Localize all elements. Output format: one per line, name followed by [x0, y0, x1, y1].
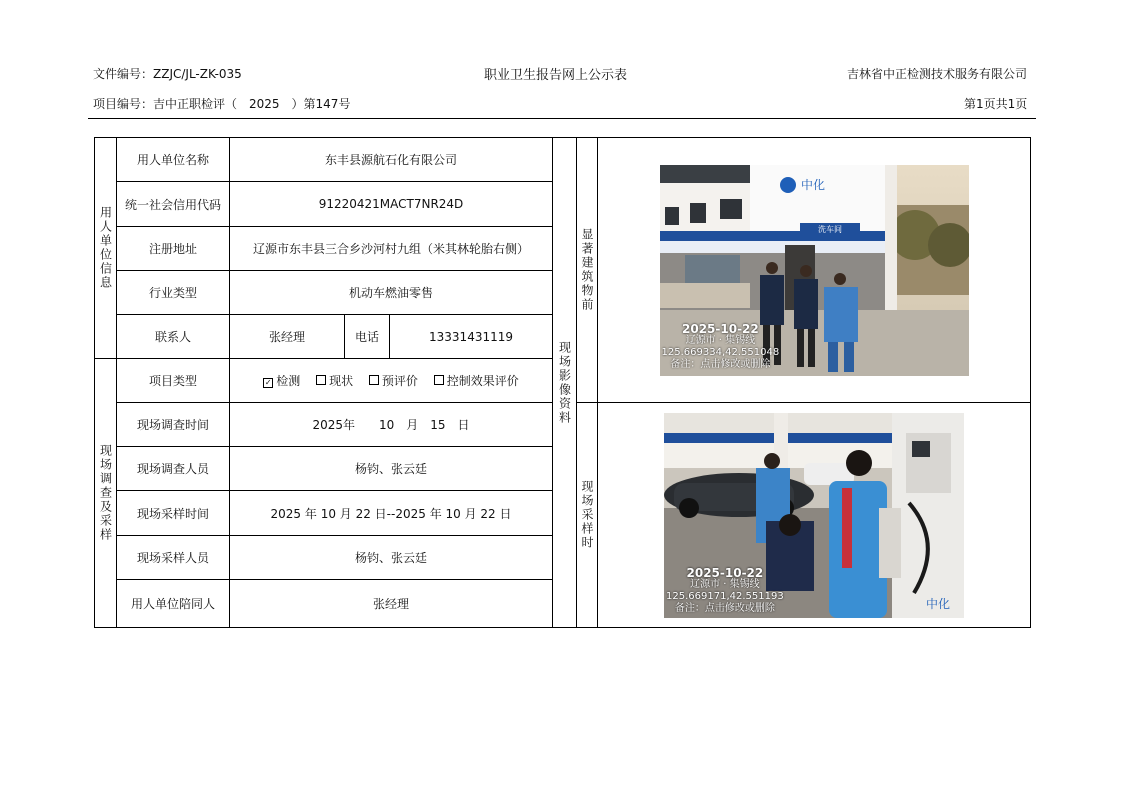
survey-staff-value: 杨钧、张云廷 [230, 447, 553, 491]
sampling-staff-value: 杨钧、张云廷 [230, 536, 553, 580]
employer-name-label: 用人单位名称 [117, 138, 230, 182]
project-type-options [230, 359, 553, 403]
page-number: 第1页共1页 [964, 97, 1028, 111]
sampling-time-value: 2025 年 10 月 22 日--2025 年 10 月 22 日 [230, 491, 553, 536]
sampling-time-label: 现场采样时间 [117, 491, 230, 536]
address-value: 辽源市东丰县三合乡沙河村九组（米其林轮胎右侧） [230, 227, 553, 271]
credit-code-value: 91220421MACT7NR24D [230, 182, 553, 227]
building-photo [660, 165, 969, 376]
escort-value: 张经理 [230, 580, 553, 628]
industry-value: 机动车燃油零售 [230, 271, 553, 315]
industry-label: 行业类型 [117, 271, 230, 315]
sampling-photo [664, 413, 964, 618]
checkbox-checked-icon: ✓ [264, 378, 272, 387]
phone-label: 电话 [345, 315, 390, 359]
phone-value: 13331431119 [390, 315, 553, 359]
employer-name-value: 东丰县源航石化有限公司 [230, 138, 553, 182]
section-employer-info: 用人单位信息 [95, 138, 117, 359]
survey-time-value: 2025年 10 月 15 日 [230, 403, 553, 447]
photo-cell-sampling [598, 403, 1031, 628]
credit-code-label: 统一社会信用代码 [117, 182, 230, 227]
contact-label: 联系人 [117, 315, 230, 359]
photo2-watermark [666, 567, 784, 615]
project-type-option: 现状 [316, 374, 353, 388]
checkbox-icon [434, 375, 444, 385]
photo2-date: 2025-10-22 [686, 565, 764, 580]
sign-brand: 中化 [800, 177, 825, 192]
project-type-label: 项目类型 [117, 359, 230, 403]
sampling-staff-label: 现场采样人员 [117, 536, 230, 580]
address-label: 注册地址 [117, 227, 230, 271]
project-type-option: ✓ 检测 [264, 374, 301, 388]
project-type-option: 控制效果评价 [434, 374, 519, 388]
section-images: 现场影像资料 [553, 138, 577, 628]
escort-label: 用人单位陪同人 [117, 580, 230, 628]
section-sampling: 现场采样时 [577, 403, 598, 628]
project-type-option: 预评价 [369, 374, 418, 388]
file-number: 文件编号：ZZJC/JL-ZK-035 [93, 67, 242, 81]
disclosure-table [94, 137, 1031, 628]
photo1-watermark [662, 323, 780, 371]
project-number: 项目编号：吉中正职检评（ 2025 ）第147号 [93, 97, 351, 111]
checkbox-icon [369, 375, 379, 385]
survey-staff-label: 现场调查人员 [117, 447, 230, 491]
photo2-coords: 125.669171,42.551193 [666, 590, 784, 602]
photo1-coords: 125.669334,42.551048 [661, 346, 780, 358]
contact-value: 张经理 [230, 315, 345, 359]
photo1-note: 备注：点击修改或删除 [670, 358, 771, 370]
survey-time-label: 现场调查时间 [117, 403, 230, 447]
photo2-place: 辽源市 · 集锡线 [690, 578, 760, 590]
section-survey: 现场调查及采样 [95, 359, 117, 628]
pump-brand: 中化 [926, 596, 951, 611]
photo2-note: 备注：点击修改或删除 [674, 602, 775, 614]
company-name: 吉林省中正检测技术服务有限公司 [847, 67, 1028, 81]
checkbox-icon [316, 375, 326, 385]
header-divider [88, 118, 1036, 119]
document-title: 职业卫生报告网上公示表 [484, 68, 628, 83]
section-building: 显著建筑物前 [577, 138, 598, 403]
photo1-date: 2025-10-22 [682, 321, 759, 336]
photo1-place: 辽源市 · 集锡线 [685, 334, 756, 346]
sign-wash: 洗车间 [817, 224, 842, 234]
photo-cell-building [598, 138, 1031, 403]
